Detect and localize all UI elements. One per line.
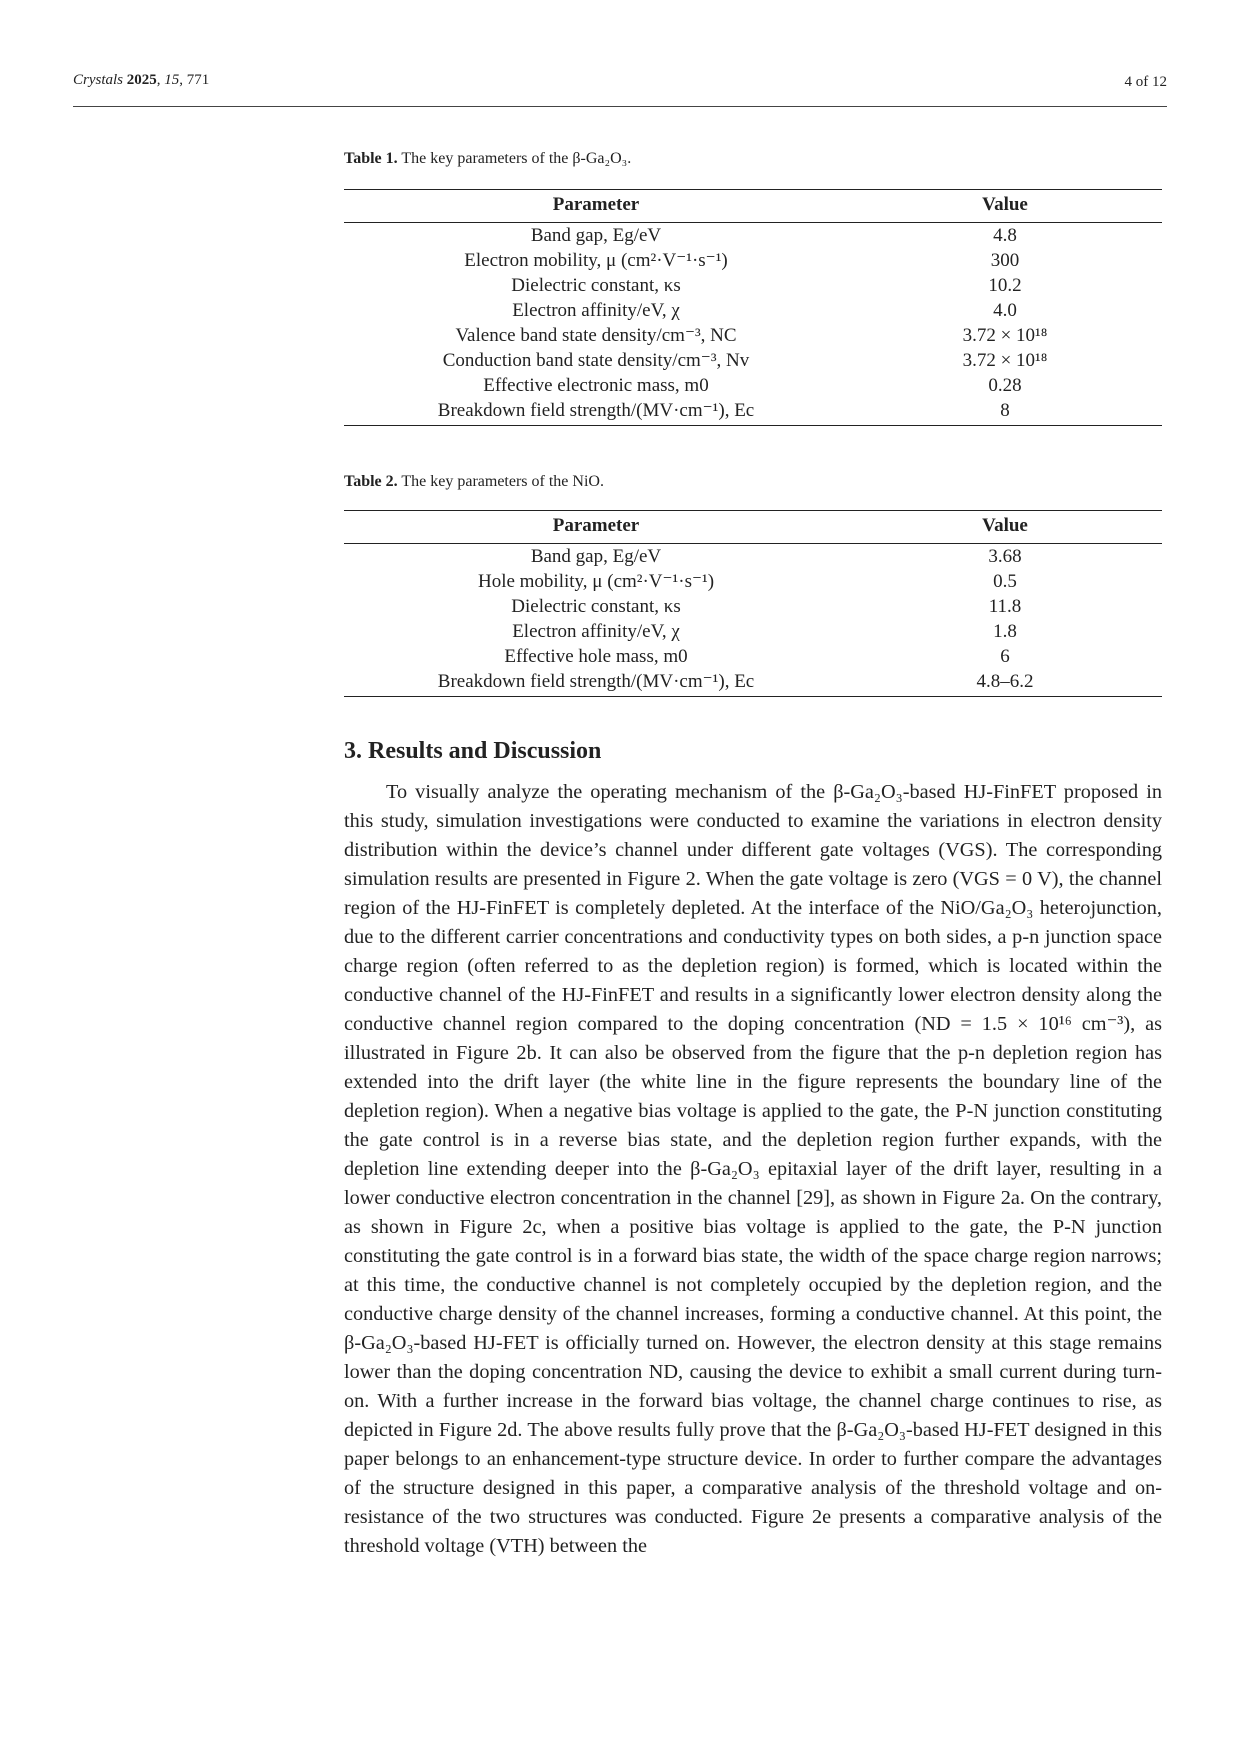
table-row	[344, 298, 1162, 323]
table-cell: 4.8–6.2	[848, 669, 1162, 697]
table-row	[344, 348, 1162, 373]
table1-header-parameter: Parameter	[344, 190, 848, 223]
table-cell: Effective electronic mass, m0	[483, 375, 709, 396]
table1-caption-text: The key parameters of the β-Ga₂O₃.	[401, 150, 632, 167]
table-row	[344, 544, 1162, 570]
table-row	[344, 223, 1162, 249]
table-cell: 300	[990, 250, 1020, 271]
table-cell: Effective hole mass, m0	[504, 646, 688, 667]
table-cell: Valence band state density/cm⁻³, NC	[455, 325, 737, 346]
table-cell: 3.68	[988, 546, 1022, 567]
table-row	[344, 569, 1162, 594]
table2-caption-text: The key parameters of the NiO.	[401, 473, 604, 490]
table-cell: 10.2	[988, 275, 1022, 296]
table-cell: Breakdown field strength/(MV·cm⁻¹), Ec	[344, 669, 848, 697]
table-cell: Electron affinity/eV, χ	[512, 621, 680, 642]
table-cell: Conduction band state density/cm⁻³, Nv	[442, 350, 750, 371]
table-row	[344, 619, 1162, 644]
table2-header-value: Value	[848, 511, 1162, 544]
section-heading: 3. Results and Discussion	[344, 738, 602, 764]
table-row	[344, 273, 1162, 298]
table-row	[344, 373, 1162, 398]
table-cell: 11.8	[988, 596, 1022, 617]
table-cell: Breakdown field strength/(MV·cm⁻¹), Ec	[344, 398, 848, 426]
table-cell: 6	[1000, 646, 1010, 667]
table-cell: 1.8	[993, 621, 1017, 642]
table-cell: Hole mobility, μ (cm²·V⁻¹·s⁻¹)	[477, 571, 715, 592]
page-header	[73, 68, 1167, 108]
table2-header-parameter: Parameter	[344, 511, 848, 544]
table-cell: 4.8	[993, 225, 1017, 246]
body-paragraph: To visually analyze the operating mechanism of the β-Ga₂O₃-based HJ-FinFET proposed in this study, simulation investigations were conducted to examine the variations in electron density distribution within the device’s channel under different gate voltages (VGS). The corresponding simulation results are presented in Figure 2. When the gate voltage is zero (VGS = 0 V), the channel region of the HJ-FinFET is completely depleted. At the interface of the NiO/Ga₂O₃ heterojunction, due to the different carrier concentrations and conductivity types on both sides, a p-n junction space charge region (often referred to as the depletion region) is formed, which is located within the conductive channel of the HJ-FinFET and results in a significantly lower electron density along the conductive channel region compared to the doping concentration (ND = 1.5 × 10¹⁶ cm⁻³), as illustrated in Figure 2b. It can also be observed from the figure that the p-n depletion region has extended into the drift layer (the white line in the figure represents the boundary line of the depletion region). When a negative bias voltage is applied to the gate, the P-N junction constituting the gate control is in a reverse bias state, and the depletion region further expands, with the depletion line extending deeper into the β-Ga₂O₃ epitaxial layer of the drift layer, resulting in a lower conductive electron concentration in the channel [29], as shown in Figure 2a. On the contrary, as shown in Figure 2c, when a positive bias voltage is applied to the gate, the P-N junction constituting the gate control is in a forward bias state, the width of the space charge region narrows; at this time, the conductive channel is not completely occupied by the depletion region, and the conductive charge density of the channel increases, forming a conductive channel. At this point, the β-Ga₂O₃-based HJ-FET is officially turned on. However, the electron density at this stage remains lower than the doping concentration ND, causing the device to exhibit a small current during turn-on. With a further increase in the forward bias voltage, the channel charge continues to rise, as depicted in Figure 2d. The above results fully prove that the β-Ga₂O₃-based HJ-FET designed in this paper belongs to an enhancement-type structure device. In order to further compare the advantages of the structure designed in this paper, a comparative analysis of the threshold voltage and on-resistance of the two structures was conducted. Figure 2e presents a comparative analysis of the threshold voltage (VTH) between the	[344, 781, 1162, 1557]
journal-volume: 15	[164, 72, 180, 88]
table1-caption	[344, 150, 1162, 168]
table-row	[344, 248, 1162, 273]
journal-year: 2025	[126, 72, 157, 88]
article-number: 771	[186, 72, 210, 88]
table2-caption	[344, 473, 1162, 491]
section-body	[344, 778, 1162, 1561]
table-cell: Band gap, Eg/eV	[530, 546, 662, 567]
table1	[344, 189, 1162, 426]
table-cell: Band gap, Eg/eV	[530, 225, 662, 246]
table1-header-value: Value	[848, 190, 1162, 223]
header-rule	[73, 106, 1167, 107]
journal-citation: Crystals 2025, 15, 771	[73, 72, 210, 88]
table-cell: 0.28	[988, 375, 1022, 396]
table-row	[344, 594, 1162, 619]
table2	[344, 510, 1162, 697]
table-cell: 3.72 × 10¹⁸	[962, 325, 1048, 346]
table-cell: Electron mobility, μ (cm²·V⁻¹·s⁻¹)	[464, 250, 728, 271]
table-cell: Dielectric constant, κs	[511, 596, 681, 617]
table-cell: 3.72 × 10¹⁸	[962, 350, 1048, 371]
page-number: 4 of 12	[1124, 74, 1167, 90]
table-cell: Dielectric constant, κs	[511, 275, 681, 296]
table-row	[344, 398, 1162, 426]
journal-name: Crystals	[73, 72, 124, 88]
table2-label: Table 2.	[344, 473, 398, 490]
table-row	[344, 644, 1162, 669]
table-row	[344, 323, 1162, 348]
table-cell: 8	[848, 398, 1162, 426]
table-cell: 0.5	[993, 571, 1017, 592]
table-cell: Electron affinity/eV, χ	[512, 300, 680, 321]
table-cell: 4.0	[993, 300, 1017, 321]
table1-label: Table 1.	[344, 150, 398, 167]
table-row	[344, 669, 1162, 697]
